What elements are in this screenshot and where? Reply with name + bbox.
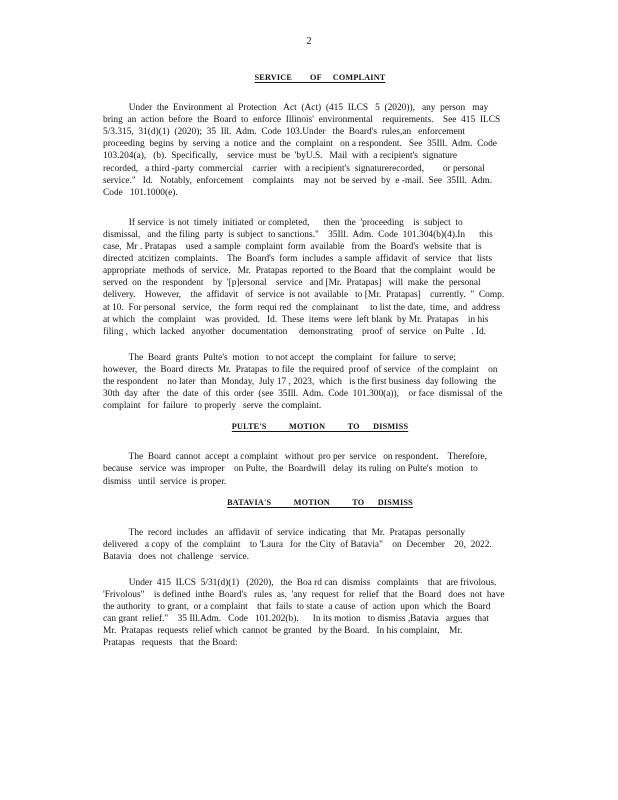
text-line: served on the respondent by '[p]ersonal service and [Mr. Pratapas] will make the personal (103, 278, 481, 289)
text-line: 30th day after the date of this order (see 35Ill. Adm. Code 101.300(a)), or face dismissal of the (103, 389, 503, 400)
text-line: 103.204(a), (b). Specifically, service must be 'byU.S. Mail with a recipient's signature (103, 151, 457, 162)
text-line: Pratapas requests that the Board: (103, 638, 238, 649)
text-line: filing , which lacked anyother documentation demonstrating proof of service on Pulte . Id. (103, 326, 486, 337)
text-line: at which the complaint was provided. Id. These items were left blank by Mr. Pratapas in his (103, 314, 489, 325)
text-line: Code 101.1000(e). (103, 187, 178, 198)
text-line: dismissal, and the filing party is subject to sanctions." 35Ill. Adm. Code 101.304(b)(4).In this (103, 229, 493, 240)
paragraph-service-3 (103, 352, 537, 412)
text-line: bring an action before the Board to enforce Illinois' environmental requirements. See 415 ILCS (103, 115, 501, 126)
text-line: directed atcitizen complaints. The Board's form includes a sample affidavit of service that lists (103, 254, 492, 265)
text-line: at 10. For personal service, the form requi red the complainant to list the date, time, and address (103, 302, 501, 313)
text-line: delivered a copy of the complaint to 'Laura for the City of Batavia" on December 20, 2022. (103, 539, 492, 550)
text-line: The Board grants Pulte's motion to not accept the complaint for failure to serve; (103, 352, 456, 363)
text-line: appropriate methods of service. Mr. Pratapas reported to the Board that the complaint would be (103, 266, 496, 277)
paragraph-service-1 (103, 102, 537, 199)
text-line: however, the Board directs Mr. Pratapas to file the required proof of service of the complaint on (103, 364, 498, 375)
text-line: Batavia does not challenge service. (103, 551, 250, 562)
heading-pulte-motion: PULTE'S MOTION TO DISMISS (231, 422, 409, 432)
text-line: Under the Environment al Protection Act (Act) (415 ILCS 5 (2020)), any person may (103, 103, 489, 114)
text-line: delivery. However, the affidavit of service is not available to [Mr. Pratapas] currently. " Comp. (103, 290, 505, 301)
text-line: case, Mr . Pratapas used a sample complaint form available from the Board's website that is (103, 242, 482, 253)
page-content (103, 72, 537, 650)
text-line: service." Id. Notably, enforcement complaints may not be served by e -mail. See 35Ill. Adm. (103, 175, 493, 186)
page-number: 2 (306, 36, 312, 47)
text-line: Mr. Pratapas requests relief which cannot be granted by the Board. In his complaint, Mr. (103, 626, 463, 637)
paragraph-batavia-1 (103, 527, 537, 563)
text-line: 5/3.315, 31(d)(1) (2020); 35 Ill. Adm. Code 103.Under the Board's rules,an enforcement (103, 127, 466, 138)
text-line: proceeding begins by serving a notice and the complaint on a respondent. See 35Ill. Adm. Code (103, 139, 497, 150)
text-line: complaint for failure to properly serve the complaint. (103, 401, 322, 412)
text-line: the authority to grant, or a complaint that fails to state a cause of action upon which the Board (103, 602, 491, 613)
text-line: 'Frivolous" is defined inthe Board's rules as, 'any request for relief that the Board does not have (103, 590, 505, 601)
text-line: can grant relief." 35 Ill.Adm. Code 101.202(b). In its motion to dismiss ,Batavia argues that (103, 614, 489, 625)
paragraph-batavia-2 (103, 577, 537, 650)
text-line: recorded, a third -party commercial carrier with a recipient's signaturerecorded, or personal (103, 163, 485, 174)
text-line: because service was improper on Pulte, the Boardwill delay its ruling on Pulte's motion to (103, 464, 478, 475)
text-line: the respondent no later than Monday, July 17 , 2023, which is the first business day following the (103, 376, 497, 387)
paragraph-service-2 (103, 217, 537, 338)
text-line: Under 415 ILCS 5/31(d)(1) (2020), the Boa rd can dismiss complaints that are frivolous. (103, 578, 497, 588)
text-line: dismiss until service is proper. (103, 476, 227, 487)
text-line: If service is not timely initiated or completed, then the 'proceeding is subject to (103, 217, 463, 228)
paragraph-pulte-1 (103, 451, 537, 487)
text-line: The Board cannot accept a complaint without pro per service on respondent. Therefore, (103, 452, 487, 463)
text-line: The record includes an affidavit of service indicating that Mr. Pratapas personally (103, 527, 466, 538)
heading-service-of-complaint: SERVICE OF COMPLAINT (254, 73, 386, 82)
heading-batavia-motion: BATAVIA'S MOTION TO DISMISS (227, 497, 413, 507)
